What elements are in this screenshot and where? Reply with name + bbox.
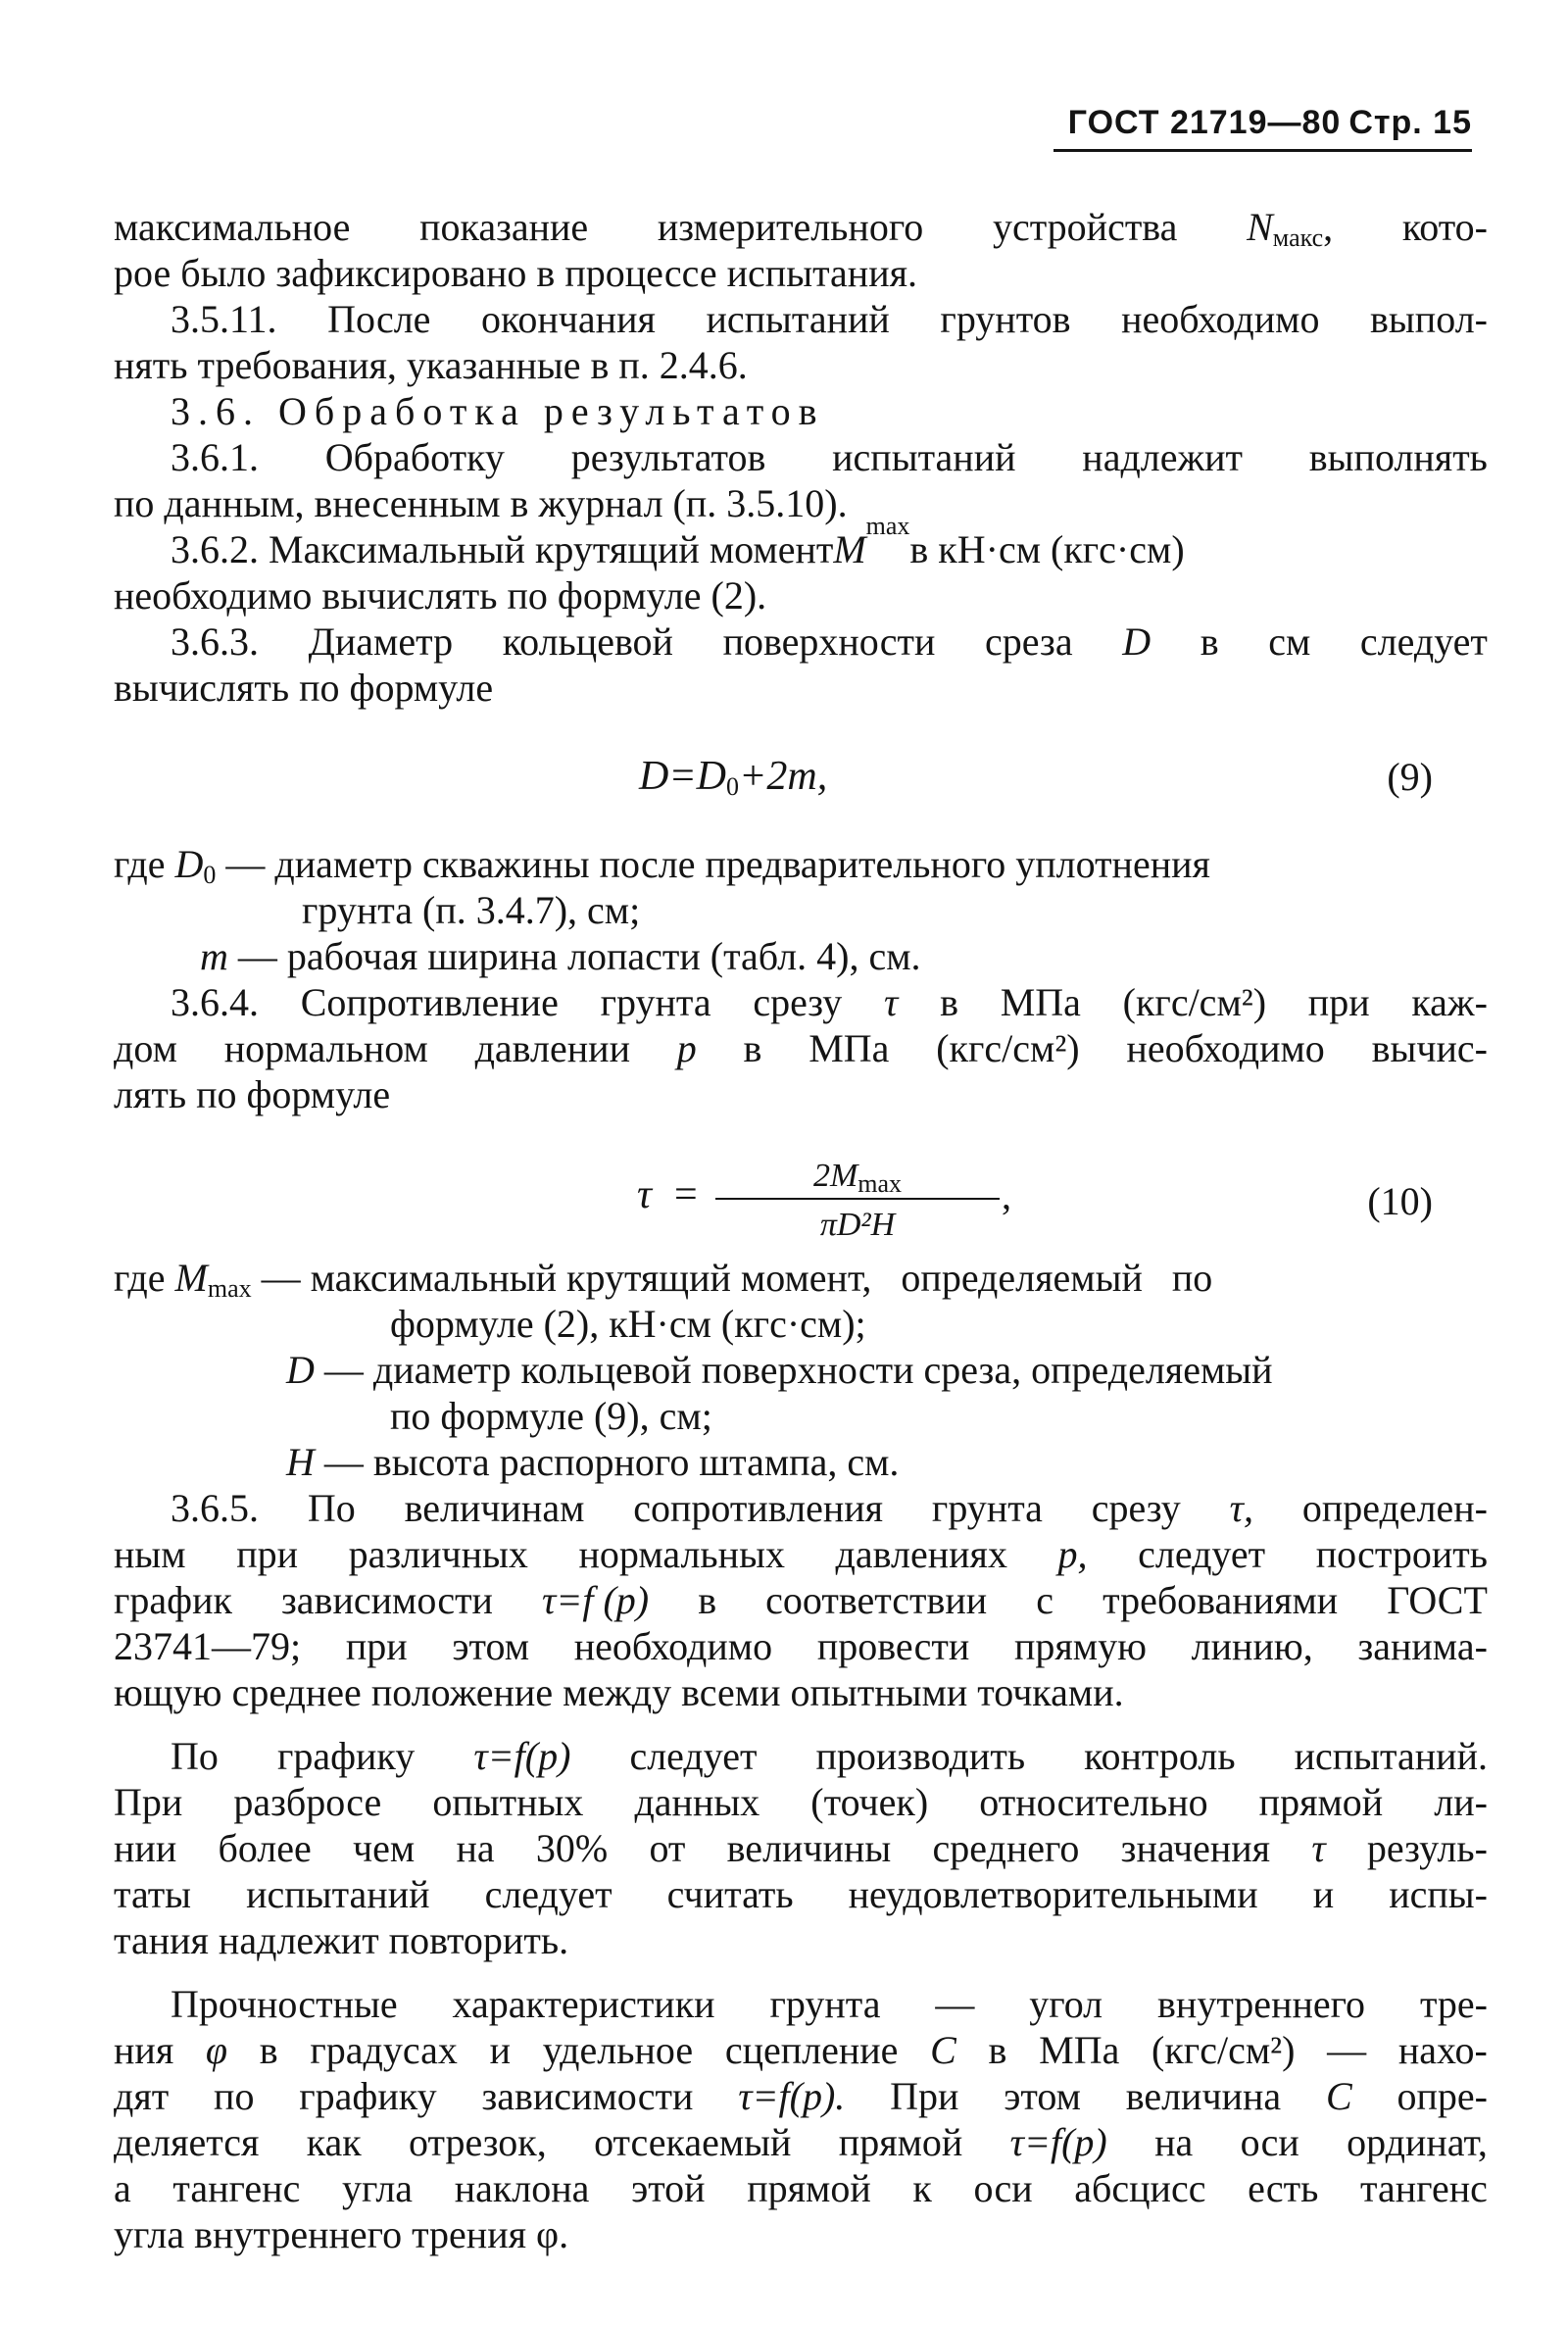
definition-d: D — диаметр кольцевой поверхности среза, определяемый <box>286 1348 1273 1392</box>
text-line: график зависимости τ=f (p) в соответствии с требованиями ГОСТ <box>114 1578 1488 1622</box>
text-line: максимальное показание измерительного устройства $N_{макс}$, кото- <box>114 205 1488 252</box>
text-line: ния φ в градусах и удельное сцепление C в МПа (кгс/см²) — нахо- <box>114 2028 1488 2072</box>
definition-h: H — высота распорного штампа, см. <box>286 1440 900 1484</box>
fraction: $2M_{max}$ πD²H <box>715 1153 1000 1243</box>
paragraph-3-6-2: 3.6.2. Максимальный крутящий момент M max в кН·см (кгс·см) <box>171 512 1185 571</box>
text-line: 23741—79; при этом необходимо провести прямую линию, занима- <box>114 1624 1488 1668</box>
paragraph-3-6-3: 3.6.3. Диаметр кольцевой поверхности среза D в см следует <box>171 619 1488 664</box>
page-header <box>1068 104 1472 142</box>
paragraph-3-6-5: 3.6.5. По величинам сопротивления грунта срезу τ, определен- <box>171 1486 1488 1530</box>
definition-mmax-cont: формуле (2), кН·см (кгс·см); <box>390 1302 866 1346</box>
definition-d-cont: по формуле (9), см; <box>390 1394 712 1438</box>
text-line: ным при различных нормальных давлениях p, следует построить <box>114 1532 1488 1576</box>
paragraph-3-6-4: 3.6.4. Сопротивление грунта срезу τ в МПа (кгс/см²) при каж- <box>171 980 1488 1024</box>
formula-number: (10) <box>1367 1179 1433 1223</box>
text-line: лять по формуле <box>114 1072 391 1116</box>
page-number: Стр. 15 <box>1348 104 1472 141</box>
paragraph-strength: Прочностные характеристики грунта — угол внутреннего тре- <box>171 1982 1488 2026</box>
text-line: ющую среднее положение между всеми опытными точками. <box>114 1670 1124 1714</box>
header-rule <box>1054 149 1472 152</box>
formula-10: τ = $2M_{max}$ πD²H , (10) <box>114 1117 1488 1255</box>
text-line: рое было зафиксировано в процессе испытания. <box>114 251 917 295</box>
standard-number: ГОСТ 21719—80 <box>1067 104 1342 141</box>
text-line: необходимо вычислять по формуле (2). <box>114 573 767 618</box>
text-line: дят по графику зависимости τ=f(p). При этом величина C опре- <box>114 2074 1488 2118</box>
formula-number: (9) <box>1387 755 1433 799</box>
text-line: а тангенс угла наклона этой прямой к оси абсцисс есть тангенс <box>114 2166 1488 2210</box>
text-line: дом нормальном давлении p в МПа (кгс/см²) необходимо вычис- <box>114 1026 1488 1070</box>
text-line: тания надлежит повторить. <box>114 1918 569 1962</box>
text-line: по данным, внесенным в журнал (п. 3.5.10). <box>114 481 848 525</box>
formula-9: $D=D_0+2m$, (9) <box>639 754 1433 801</box>
text-line: угла внутреннего трения φ. <box>114 2212 569 2256</box>
definition-m: m — рабочая ширина лопасти (табл. 4), см. <box>200 934 921 978</box>
definition-d0-cont: грунта (п. 3.4.7), см; <box>302 888 641 932</box>
definition-mmax: где $M_{max}$ — максимальный крутящий момент, определяемый по <box>114 1256 1213 1303</box>
paragraph-3-5-11: 3.5.11. После окончания испытаний грунтов необходимо выпол- <box>171 297 1488 341</box>
paragraph-control: По графику τ=f(p) следует производить контроль испытаний. <box>171 1734 1488 1778</box>
text-line: нять требования, указанные в п. 2.4.6. <box>114 343 748 387</box>
text-line: таты испытаний следует считать неудовлетворительными и испы- <box>114 1872 1488 1916</box>
text-line: нии более чем на 30% от величины среднего значения τ резуль- <box>114 1826 1488 1870</box>
document-body <box>114 204 1488 2257</box>
section-heading-3-6: 3.6. Обработка результатов <box>171 389 825 433</box>
text-line: При разбросе опытных данных (точек) относительно прямой ли- <box>114 1780 1488 1824</box>
definition-d0: где $D_0$ — диаметр скважины после предварительного уплотнения <box>114 842 1210 889</box>
paragraph-3-6-1: 3.6.1. Обработку результатов испытаний надлежит выполнять <box>171 435 1488 479</box>
text-line: вычислять по формуле <box>114 666 494 710</box>
text-line: деляется как отрезок, отсекаемый прямой τ=f(p) на оси ординат, <box>114 2120 1488 2164</box>
